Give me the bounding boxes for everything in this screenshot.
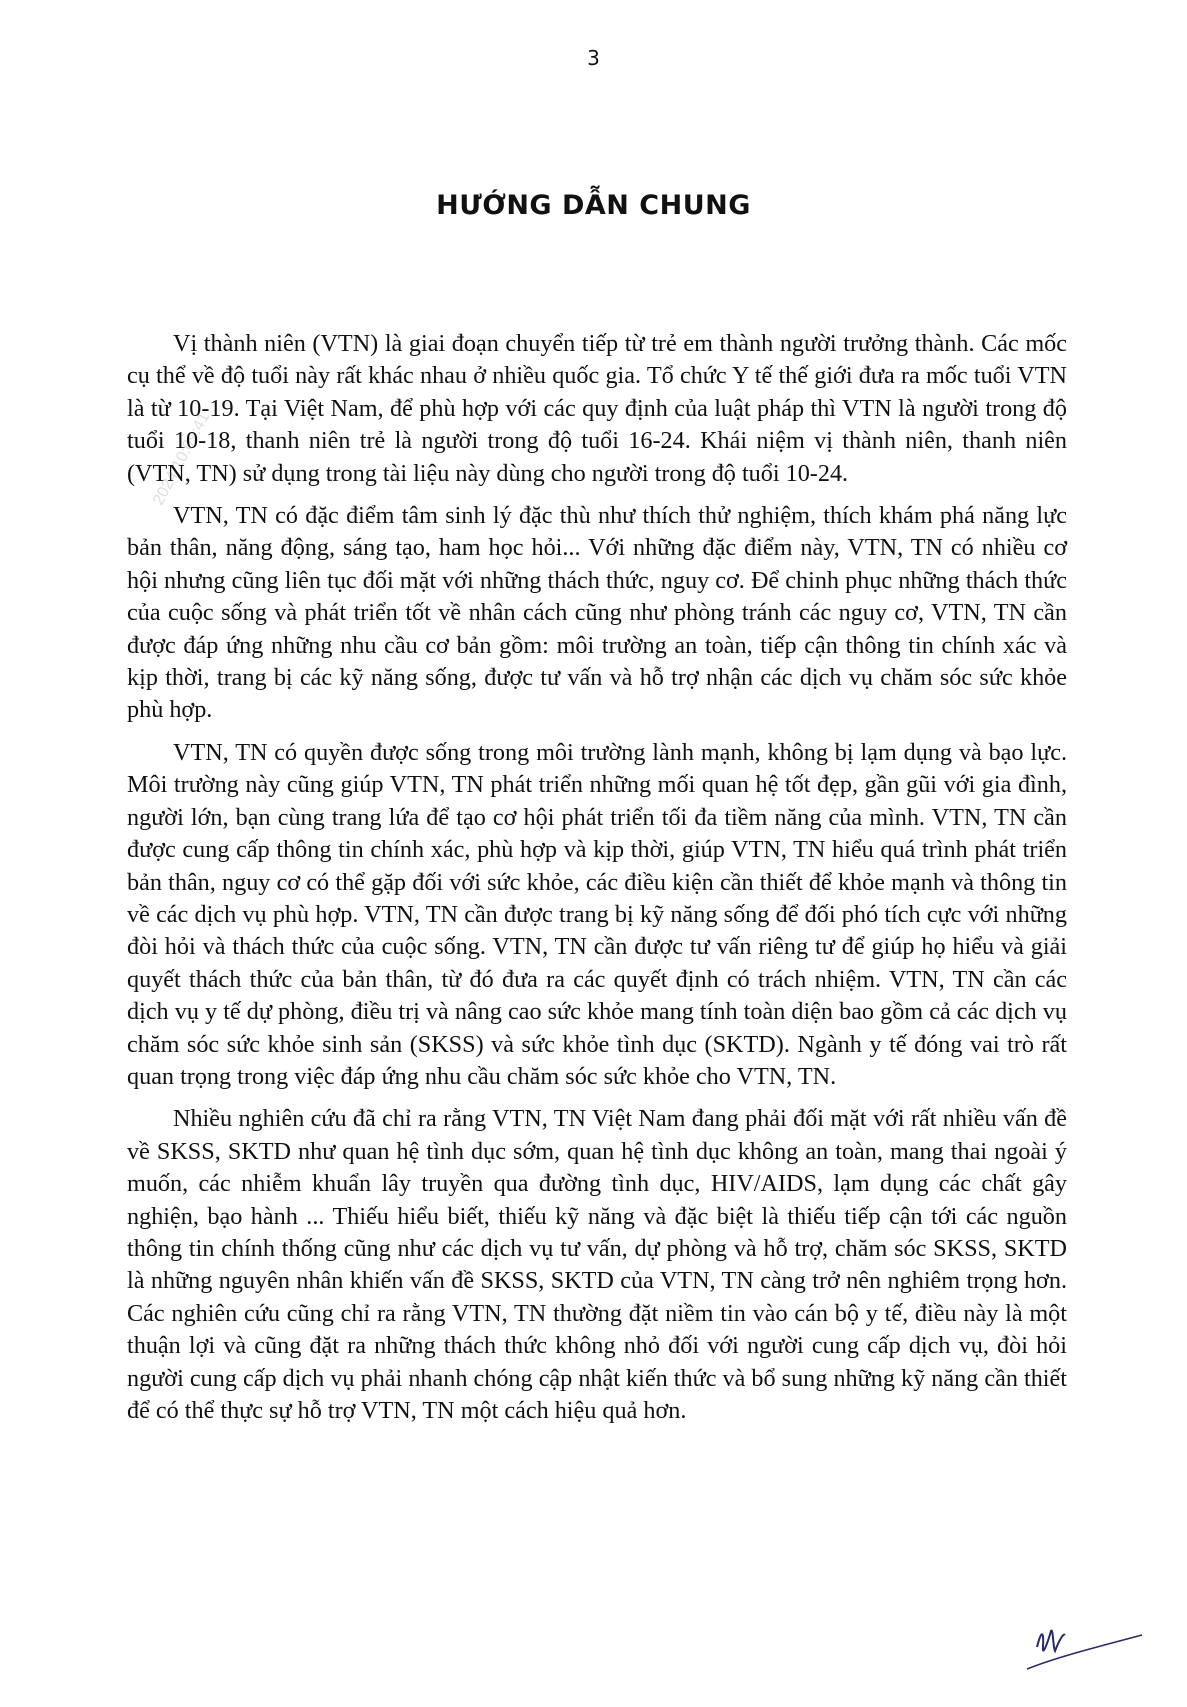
page-number: 3 [587, 46, 600, 70]
document-body [127, 328, 1067, 1437]
paragraph-2: VTN, TN có đặc điểm tâm sinh lý đặc thù như thích thử nghiệm, thích khám phá năng lực bản thân, năng động, sáng tạo, ham học hỏi... Với những đặc điểm này, VTN, TN có nhiều cơ hội nhưng cũng liên tục đối mặt với những thách thức, nguy cơ. Để chinh phục những thách thức của cuộc sống và phát triển tốt về nhân cách cũng như phòng tránh các nguy cơ, VTN, TN cần được đáp ứng những nhu cầu cơ bản gồm: môi trường an toàn, tiếp cận thông tin chính xác và kịp thời, trang bị các kỹ năng sống, được tư vấn và hỗ trợ nhận các dịch vụ chăm sóc sức khỏe phù hợp. [127, 502, 1067, 724]
page-title: HƯỚNG DẪN CHUNG [436, 190, 751, 221]
paragraph-1: Vị thành niên (VTN) là giai đoạn chuyển tiếp từ trẻ em thành người trưởng thành. Các mốc cụ thể về độ tuổi này rất khác nhau ở nhiều quốc gia. Tổ chức Y tế thế giới đưa ra mốc tuổi VTN là từ 10-19. Tại Việt Nam, để phù hợp với các quy định của luật pháp thì VTN là người trong độ tuổi 10-18, thanh niên trẻ là người trong độ tuổi 16-24. Khái niệm vị thành niên, thanh niên (VTN, TN) sử dụng trong tài liệu này dùng cho người trong độ tuổi 10-24. [127, 330, 1067, 487]
paragraph-3: VTN, TN có quyền được sống trong môi trường lành mạnh, không bị lạm dụng và bạo lực. Môi trường này cũng giúp VTN, TN phát triển những mối quan hệ tốt đẹp, gần gũi với gia đình, người lớn, bạn cùng trang lứa để tạo cơ hội phát triển tối đa tiềm năng của mình. VTN, TN cần được cung cấp thông tin chính xác, phù hợp và kịp thời, giúp VTN, TN hiểu quá trình phát triển bản thân, nguy cơ có thể gặp đối với sức khỏe, các điều kiện cần thiết để khỏe mạnh và thông tin về các dịch vụ phù hợp. VTN, TN cần được trang bị kỹ năng sống để đối phó tích cực với những đòi hỏi và thách thức của cuộc sống. VTN, TN cần được tư vấn riêng tư để giúp họ hiểu và giải quyết thách thức của bản thân, từ đó đưa ra các quyết định có trách nhiệm. VTN, TN cần các dịch vụ y tế dự phòng, điều trị và nâng cao sức khỏe mang tính toàn diện bao gồm cả các dịch vụ chăm sóc sức khỏe sinh sản (SKSS) và sức khỏe tình dục (SKTD). Ngành y tế đóng vai trò rất quan trọng trong việc đáp ứng nhu cầu chăm sóc sức khỏe cho VTN, TN. [127, 738, 1067, 1090]
watermark: 2024 10:09:41 [150, 409, 214, 508]
signature-mark [1017, 1617, 1147, 1677]
paragraph-4: Nhiều nghiên cứu đã chỉ ra rằng VTN, TN Việt Nam đang phải đối mặt với rất nhiều vấn đề về SKSS, SKTD như quan hệ tình dục sớm, quan hệ tình dục không an toàn, mang thai ngoài ý muốn, các nhiễm khuẩn lây truyền qua đường tình dục, HIV/AIDS, lạm dụng các chất gây nghiện, bạo hành ... Thiếu hiểu biết, thiếu kỹ năng và đặc biệt là thiếu tiếp cận tới các nguồn thông tin chính thống cũng như các dịch vụ tư vấn, dự phòng và hỗ trợ, chăm sóc SKSS, SKTD là những nguyên nhân khiến vấn đề SKSS, SKTD của VTN, TN càng trở nên nghiêm trọng hơn. Các nghiên cứu cũng chỉ ra rằng VTN, TN thường đặt niềm tin vào cán bộ y tế, điều này là một thuận lợi và cũng đặt ra những thách thức không nhỏ đối với người cung cấp dịch vụ, đòi hỏi người cung cấp dịch vụ phải nhanh chóng cập nhật kiến thức và bổ sung những kỹ năng cần thiết để có thể thực sự hỗ trợ VTN, TN một cách hiệu quả hơn. [127, 1105, 1067, 1424]
